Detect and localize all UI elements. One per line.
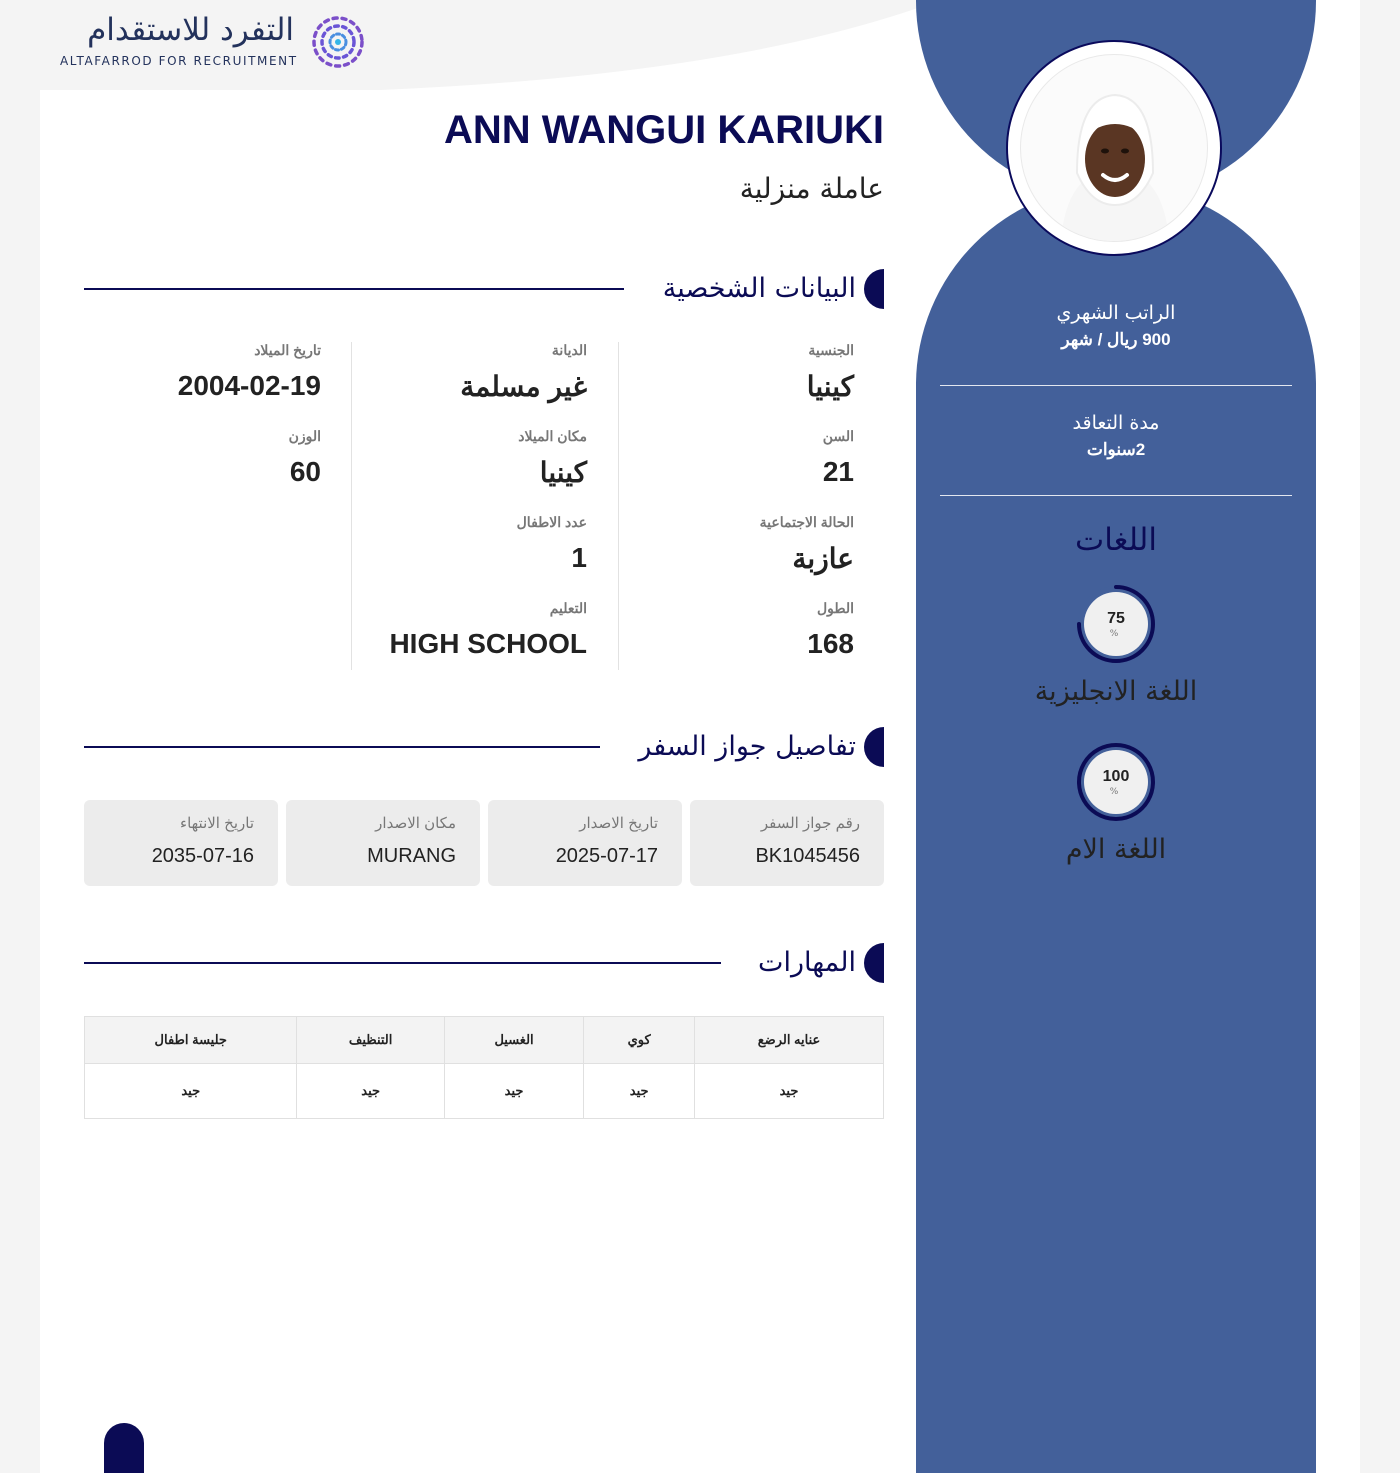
skills-table <box>84 1016 884 1119</box>
language-level-value: 100 <box>1102 768 1130 785</box>
field-label: الجنسية <box>808 342 854 358</box>
table-cell: جيد <box>297 1064 444 1119</box>
section-tab-marker <box>864 943 884 983</box>
contract-block <box>940 412 1292 460</box>
salary-label: الراتب الشهري <box>1056 302 1176 324</box>
passport-issue-place-card <box>286 800 480 886</box>
card-label: تاريخ الاصدار <box>579 815 658 832</box>
profile-photo-frame <box>1006 40 1222 256</box>
field-religion <box>460 342 587 403</box>
contract-label: مدة التعاقد <box>1072 412 1160 434</box>
section-divider <box>84 288 624 290</box>
percent-sign: % <box>1109 629 1119 639</box>
person-portrait-icon <box>1021 55 1208 242</box>
candidate-name: ANN WANGUI KARIUKI <box>444 108 884 152</box>
field-children <box>517 514 587 574</box>
job-title: عاملة منزلية <box>739 172 884 205</box>
personal-info-grid <box>84 342 884 670</box>
table-header-cell: الغسيل <box>444 1017 583 1064</box>
language-name: اللغة الانجليزية <box>1034 676 1198 707</box>
section-divider <box>84 746 600 748</box>
field-value: 168 <box>807 628 854 659</box>
field-value: كينيا <box>806 371 854 402</box>
language-name: اللغة الام <box>1065 834 1167 865</box>
field-nationality <box>807 342 854 403</box>
percent-sign: % <box>1109 787 1119 797</box>
card-value: 2025-07-17 <box>555 845 658 867</box>
page-footer-tab <box>104 1423 144 1473</box>
table-row <box>85 1064 884 1119</box>
card-label: تاريخ الانتهاء <box>180 815 254 832</box>
sidebar-divider <box>940 385 1292 386</box>
field-age <box>823 428 854 488</box>
field-label: تاريخ الميلاد <box>254 342 321 358</box>
profile-photo <box>1020 54 1208 242</box>
field-label: الحالة الاجتماعية <box>759 514 854 530</box>
passport-issue-date-card <box>488 800 682 886</box>
passport-section-header <box>84 727 884 769</box>
passport-number-card <box>690 800 884 886</box>
language-level-gauge <box>1076 584 1156 664</box>
table-cell: جيد <box>85 1064 297 1119</box>
card-label: مكان الاصدار <box>375 815 456 832</box>
sidebar-divider <box>940 495 1292 496</box>
skills-section-title: المهارات <box>758 947 856 978</box>
personal-section-title: البيانات الشخصية <box>662 273 856 304</box>
field-value: كينيا <box>539 457 587 488</box>
salary-value: 900 ريال / شهر <box>1061 330 1171 349</box>
field-value: غير مسلمة <box>460 371 587 402</box>
salary-block <box>940 302 1292 350</box>
field-label: عدد الاطفال <box>516 514 587 530</box>
table-header-cell: كوي <box>584 1017 695 1064</box>
table-header-row <box>85 1017 884 1064</box>
field-label: الديانة <box>551 342 587 358</box>
sidebar <box>916 0 1316 1473</box>
field-label: الوزن <box>288 428 321 444</box>
field-birth-date <box>178 342 321 402</box>
language-level-gauge <box>1076 742 1156 822</box>
field-label: مكان الميلاد <box>518 428 587 444</box>
personal-section-header <box>84 269 884 311</box>
field-value: 2004-02-19 <box>177 370 321 401</box>
passport-expiry-date-card <box>84 800 278 886</box>
logo-arabic-text: التفرد للاستقدام <box>87 12 294 48</box>
table-cell: جيد <box>695 1064 884 1119</box>
field-value: HIGH SCHOOL <box>389 628 587 659</box>
table-header-cell: عنايه الرضع <box>695 1017 884 1064</box>
passport-section-title: تفاصيل جواز السفر <box>638 731 856 762</box>
field-value: عازبة <box>792 543 854 574</box>
logo-mark-icon <box>310 14 366 70</box>
field-height <box>807 600 854 660</box>
card-value: MURANG <box>367 845 456 867</box>
table-cell: جيد <box>444 1064 583 1119</box>
field-marital-status <box>760 514 854 575</box>
languages-title: اللغات <box>1075 522 1157 558</box>
field-label: الطول <box>816 600 854 616</box>
card-label: رقم جواز السفر <box>760 815 860 832</box>
table-header-cell: جليسة اطفال <box>85 1017 297 1064</box>
contract-value: 2سنوات <box>1086 440 1146 459</box>
section-tab-marker <box>864 269 884 309</box>
column-divider <box>351 342 352 670</box>
field-weight <box>289 428 321 488</box>
card-value: BK1045456 <box>755 845 860 867</box>
column-divider <box>618 342 619 670</box>
table-cell: جيد <box>584 1064 695 1119</box>
field-birth-place <box>518 428 587 489</box>
section-divider <box>84 962 721 964</box>
card-value: 2035-07-16 <box>151 845 254 867</box>
field-value: 1 <box>571 542 587 573</box>
field-value: 21 <box>822 456 854 487</box>
cv-page <box>40 0 1360 1473</box>
field-value: 60 <box>289 456 321 487</box>
field-label: التعليم <box>549 600 587 616</box>
field-label: السن <box>822 428 854 444</box>
company-logo <box>60 12 360 74</box>
table-header-cell: التنظيف <box>297 1017 444 1064</box>
language-level-value: 75 <box>1107 610 1125 627</box>
logo-english-text: ALTAFARROD FOR RECRUITMENT <box>60 54 298 68</box>
field-education <box>389 600 587 660</box>
section-tab-marker <box>864 727 884 767</box>
skills-section-header <box>84 943 884 985</box>
